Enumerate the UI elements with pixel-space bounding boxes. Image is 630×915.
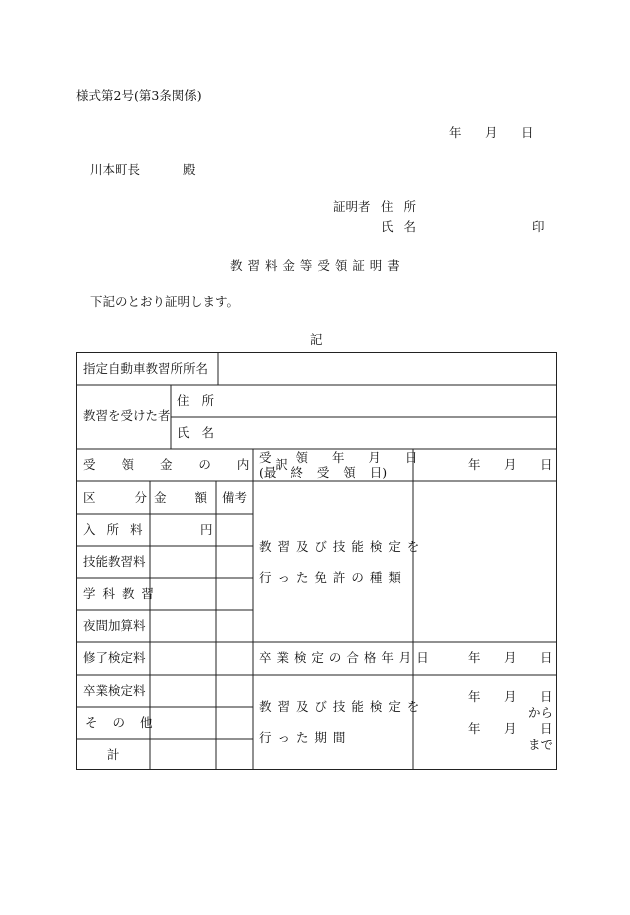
row-label-admission: 入 所 料: [83, 522, 143, 537]
row-label-other: そ の 他: [85, 715, 153, 730]
period-until-label: まで: [528, 737, 554, 752]
pass-date-day: 日: [540, 650, 553, 665]
period-end-day: 日: [540, 721, 553, 736]
row-label-graduation-exam: 卒業検定料: [83, 683, 146, 698]
row-label-classroom: 学 科 教 習: [83, 586, 154, 601]
row-label-skill-training: 技能教習料: [83, 554, 146, 569]
document-title: 教 習 料 金 等 受 領 証 明 書: [230, 258, 400, 273]
pass-date-label: 卒 業 検 定 の 合 格 年 月 日: [259, 650, 429, 665]
receipt-date-sublabel: (最 終 受 領 日): [259, 465, 388, 480]
row-label-total: 計: [107, 747, 120, 762]
column-header-amount: 金 額: [154, 490, 207, 505]
period-label-line2: 行 っ た 期 間: [259, 730, 346, 745]
honorific: 殿: [183, 162, 196, 177]
receipt-date-day: 日: [540, 457, 553, 472]
trainee-name-label: 氏 名: [177, 425, 214, 440]
ki-mark: 記: [310, 332, 323, 347]
receipt-date-month: 月: [504, 457, 517, 472]
certificate-table: [76, 352, 557, 770]
period-start-year: 年: [468, 689, 481, 704]
certifier-label: 証明者: [333, 199, 371, 214]
pass-date-month: 月: [504, 650, 517, 665]
trainee-address-label: 住 所: [177, 393, 214, 408]
certifier-name-label: 氏 名: [381, 219, 416, 234]
date-year-label: 年: [449, 125, 462, 140]
seal-mark: 印: [532, 219, 545, 234]
license-type-label: 教 習 及 び 技 能 検 定 を: [259, 539, 420, 554]
certifier-address-label: 住 所: [381, 199, 416, 214]
period-label: 教 習 及 び 技 能 検 定 を: [259, 699, 420, 714]
period-start-day: 日: [540, 689, 553, 704]
date-month-label: 月: [485, 125, 498, 140]
receipt-date-label: 受 領 年 月 日: [259, 450, 418, 465]
receipt-date-year: 年: [468, 457, 481, 472]
school-name-label: 指定自動車教習所所名: [83, 361, 209, 376]
addressee: 川本町長: [90, 162, 141, 177]
license-type-label-line2: 行 っ た 免 許 の 種 類: [259, 570, 401, 585]
period-end-year: 年: [468, 721, 481, 736]
row-label-night-surcharge: 夜間加算料: [83, 618, 146, 633]
row-label-completion-exam: 修了検定料: [83, 650, 146, 665]
statement: 下記のとおり証明します。: [90, 294, 240, 309]
pass-date-year: 年: [468, 650, 481, 665]
breakdown-label: 受 領 金 の 内 訳: [83, 457, 288, 472]
date-day-label: 日: [521, 125, 534, 140]
column-header-category: 区 分: [83, 490, 147, 505]
period-end-month: 月: [504, 721, 517, 736]
column-header-remarks: 備考: [222, 490, 248, 505]
period-from-label: から: [528, 705, 554, 720]
period-start-month: 月: [504, 689, 517, 704]
form-label: 様式第2号(第3条関係): [76, 88, 202, 103]
yen-unit: 円: [200, 522, 213, 537]
trainee-label: 教習を受けた者: [83, 408, 171, 423]
